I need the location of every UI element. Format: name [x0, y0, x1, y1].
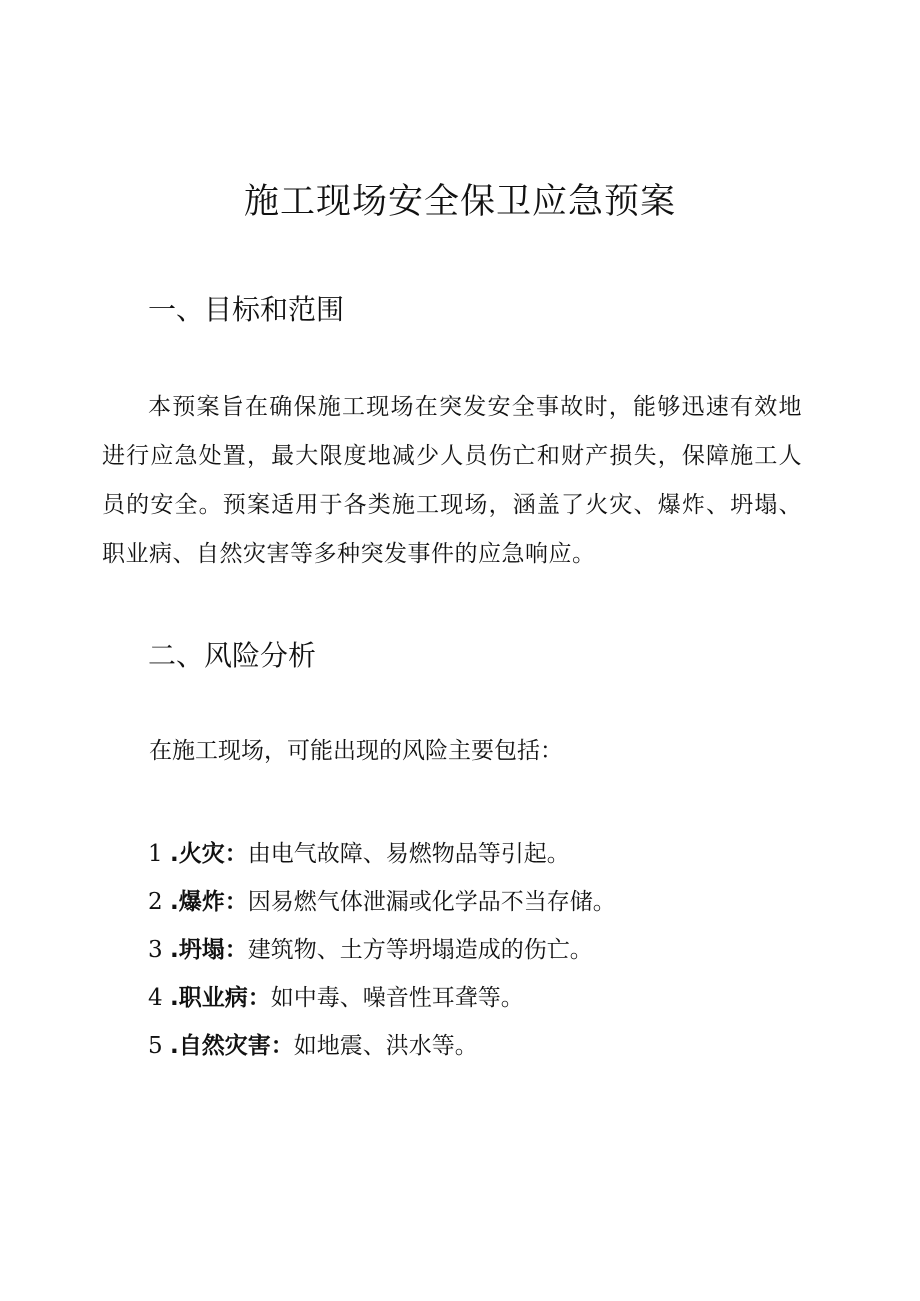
list-item-number: 3	[148, 937, 163, 963]
list-item	[148, 926, 616, 974]
list-item	[148, 1022, 616, 1070]
risk-list	[148, 830, 616, 1070]
list-item-term: .自然灾害：	[170, 1033, 294, 1059]
section-paragraph-goals: 本预案旨在确保施工现场在突发安全事故时，能够迅速有效地进行应急处置，最大限度地减少人员伤亡和财产损失，保障施工人员的安全。预案适用于各类施工现场，涵盖了火灾、爆炸、坍塌、职业病、自然灾害等多种突发事件的应急响应。	[102, 394, 802, 567]
list-item-term: .坍塌：	[170, 937, 248, 963]
list-item	[148, 830, 616, 878]
list-item-desc: 由电气故障、易燃物品等引起。	[247, 841, 570, 867]
list-item-number: 1	[148, 841, 163, 867]
list-item-number: 5	[148, 1033, 163, 1059]
section-heading-goals: 一、目标和范围	[148, 293, 345, 326]
list-item-desc: 如地震、洪水等。	[293, 1033, 478, 1059]
section-heading-risk: 二、风险分析	[148, 639, 317, 672]
list-item-term: .火灾：	[170, 841, 248, 867]
document-title: 施工现场安全保卫应急预案	[243, 182, 676, 222]
risk-intro: 在施工现场，可能出现的风险主要包括：	[149, 738, 563, 764]
list-item-term: .职业病：	[170, 985, 271, 1011]
list-item-term: .爆炸：	[170, 889, 248, 915]
list-item-desc: 因易燃气体泄漏或化学品不当存储。	[247, 889, 616, 915]
list-item-number: 2	[148, 889, 163, 915]
list-item-desc: 建筑物、土方等坍塌造成的伤亡。	[247, 937, 593, 963]
list-item	[148, 878, 616, 926]
list-item-number: 4	[148, 985, 163, 1011]
list-item-desc: 如中毒、噪音性耳聋等。	[270, 985, 524, 1011]
list-item	[148, 974, 616, 1022]
